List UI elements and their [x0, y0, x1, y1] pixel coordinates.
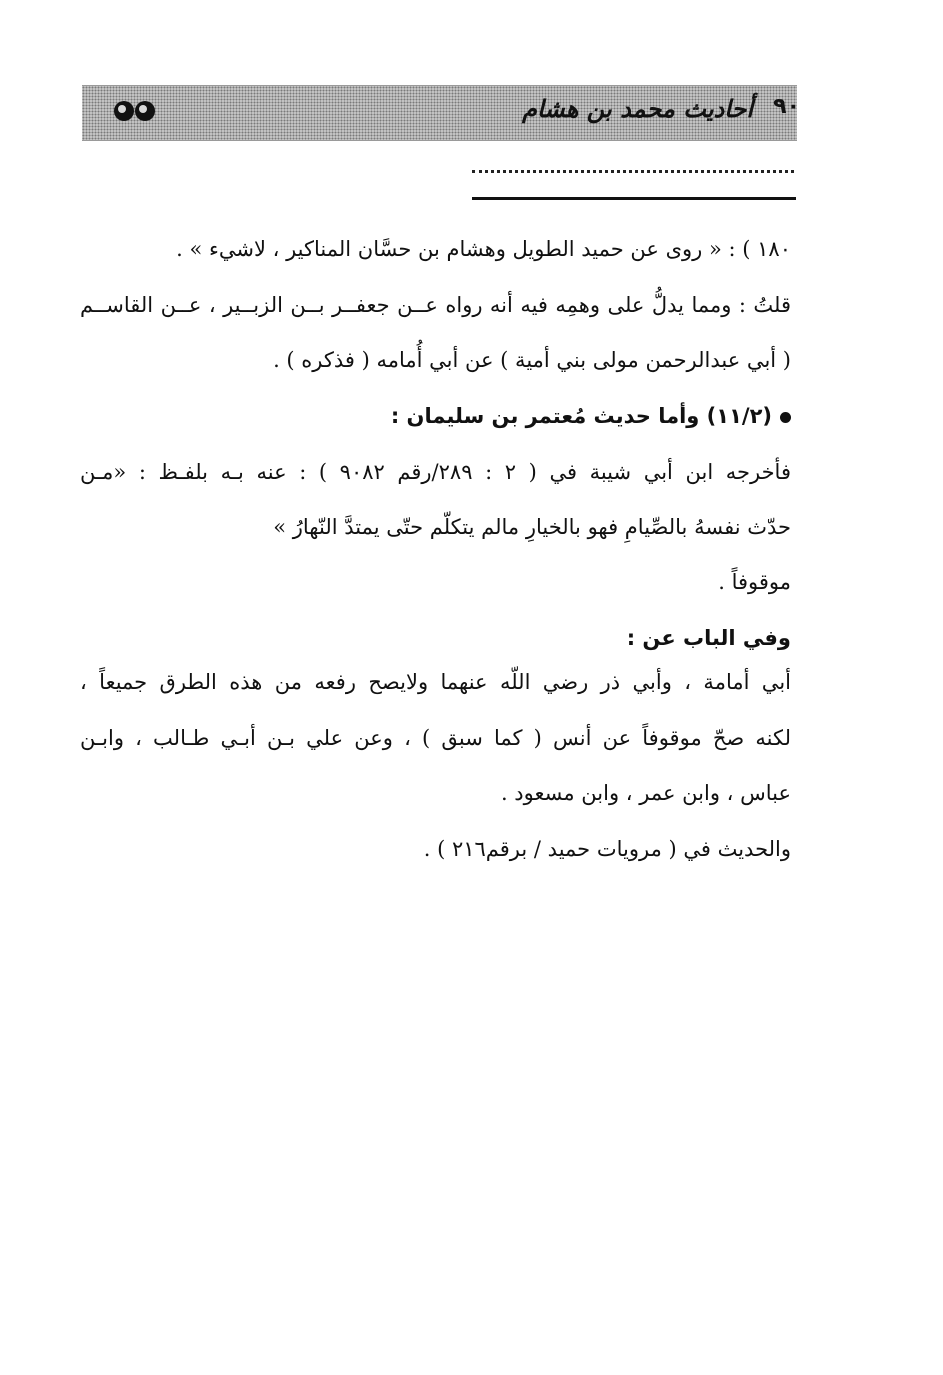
page-number: ٩٠	[773, 94, 800, 119]
section-heading: (١١/٢) وأما حديث مُعتمر بن سليمان :	[391, 404, 791, 428]
body-line: عباس ، وابن عمر ، وابن مسعود .	[500, 781, 791, 805]
body-line: والحديث في ( مرويات حميد / برقم٢١٦ ) .	[423, 837, 791, 861]
dotted-rule	[472, 170, 794, 173]
body-line: ( أبي عبدالرحمن مولى بني أمية ) عن أبي أُمامه ( فذكره ) .	[273, 348, 791, 372]
bullet-icon	[780, 412, 791, 423]
solid-rule	[472, 197, 796, 200]
body-line: قلتُ : ومما يدلُّ على وهمِه فيه أنه رواه عــن جعفــر بــن الزبــير ، عــن القاســم	[80, 293, 791, 317]
body-line: ١٨٠ ) : « روى عن حميد الطويل وهشام بن حسَّان المناكير ، لاشيء » .	[176, 237, 791, 261]
body-line: لكنه صحّ موقوفاً عن أنس ( كما سبق ) ، وعن علي بـن أبـي طـالب ، وابـن	[80, 726, 791, 750]
ornament-dot-icon	[114, 101, 134, 121]
ornament-dot-icon	[135, 101, 155, 121]
section-heading: وفي الباب عن :	[626, 626, 791, 650]
body-line: أبي أمامة ، وأبي ذر رضي اللّه عنهما ولايصح رفعه من هذه الطرق جميعاً ،	[80, 670, 791, 694]
ornament-icon	[114, 101, 155, 121]
body-line: فأخرجه ابن أبي شيبة في ( ٢ : ٢٨٩/رقم ٩٠٨٢ ) : عنه بـه بلفـظ : «مـن	[80, 460, 791, 484]
body-line: حدّث نفسهُ بالصِّيامِ فهو بالخيارِ مالم يتكلّم حتّى يمتدَّ النّهارُ »	[273, 515, 791, 539]
body-line: موقوفاً .	[718, 570, 791, 594]
running-title: أحاديث محمد بن هشام	[522, 95, 753, 123]
